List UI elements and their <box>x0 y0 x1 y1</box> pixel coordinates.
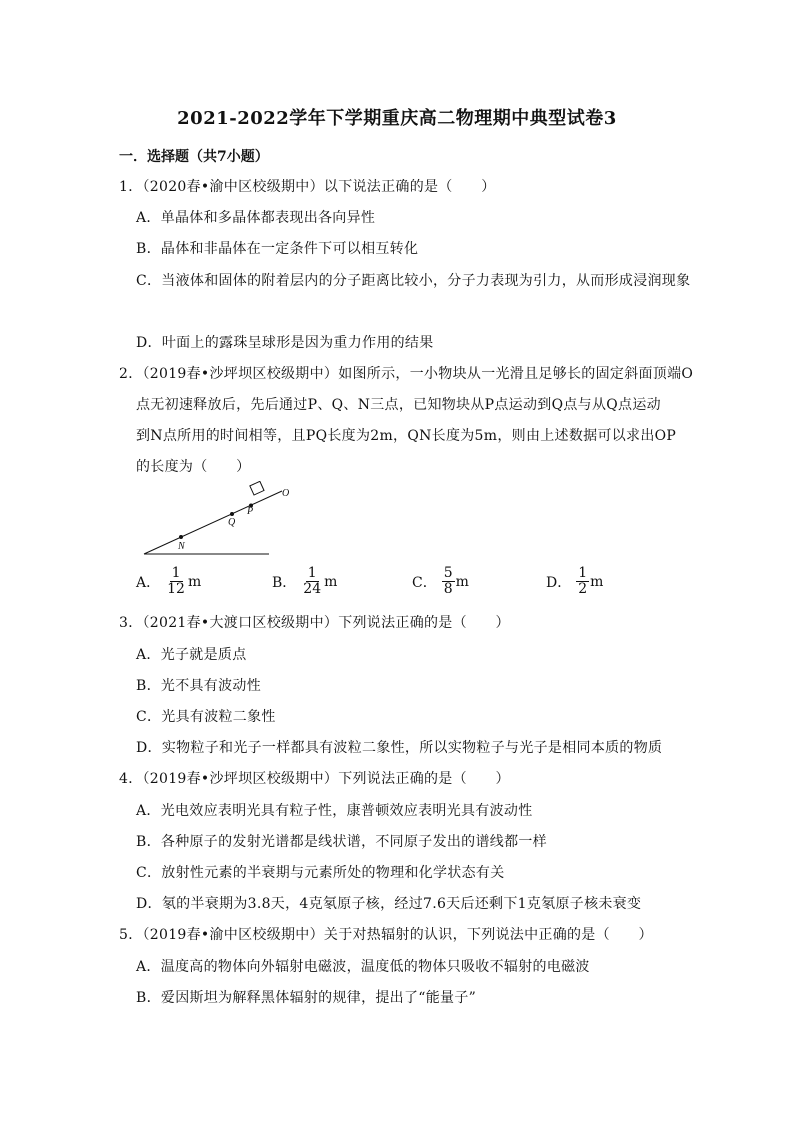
denominator: 2 <box>578 581 588 597</box>
question-1-option-a: A．单晶体和多晶体都表现出各向异性 <box>136 210 376 226</box>
label-n: N <box>178 541 185 552</box>
question-4-option-b: B．各种原子的发射光谱都是线状谱，不同原子发出的谱线都一样 <box>136 834 547 850</box>
label-q: Q <box>228 517 236 528</box>
question-2-option-a <box>136 566 201 597</box>
question-2-stem-line-4: 的长度为（ ） <box>136 459 251 475</box>
numerator: 5 <box>443 565 453 581</box>
option-label: A． <box>136 574 161 591</box>
block-shape <box>250 481 264 495</box>
question-1-stem: 1．（2020春•渝中区校级期中）以下说法正确的是（ ） <box>119 179 496 195</box>
unit: m <box>187 573 202 590</box>
question-1-option-c: C．当液体和固体的附着层内的分子距离比较小，分子力表现为引力，从而形成浸润现象 <box>136 273 691 289</box>
question-1-option-d: D．叶面上的露珠呈球形是因为重力作用的结果 <box>136 335 434 351</box>
question-2-option-c <box>412 566 469 597</box>
denominator: 24 <box>303 581 322 597</box>
option-label: C． <box>412 574 437 591</box>
question-5-stem: 5．（2019春•渝中区校级期中）关于对热辐射的认识，下列说法中正确的是（ ） <box>119 927 653 943</box>
unit: m <box>590 573 604 590</box>
question-4-option-c: C．放射性元素的半衰期与元素所处的物理和化学状态有关 <box>136 865 505 881</box>
question-5-option-b: B．爱因斯坦为解释黑体辐射的规律，提出了“能量子” <box>136 990 477 1006</box>
label-o: O <box>282 488 290 499</box>
unit: m <box>455 573 469 590</box>
question-1-option-b: B．晶体和非晶体在一定条件下可以相互转化 <box>136 241 419 257</box>
numerator: 1 <box>171 565 181 581</box>
label-p: P <box>247 506 254 517</box>
question-3-option-a: A．光子就是质点 <box>136 647 247 663</box>
option-label: B． <box>272 574 297 591</box>
fraction <box>576 566 589 597</box>
question-3-option-b: B．光不具有波动性 <box>136 678 261 694</box>
question-2-options <box>136 566 656 602</box>
question-2-option-d <box>546 566 603 597</box>
question-3-option-d: D．实物粒子和光子一样都具有波粒二象性，所以实物粒子与光子是相同本质的物质 <box>136 740 663 756</box>
question-5-option-a: A．温度高的物体向外辐射电磁波，温度低的物体只吸收不辐射的电磁波 <box>136 959 590 975</box>
numerator: 1 <box>578 565 588 581</box>
question-4-option-d: D．氡的半衰期为3.8天，4克氡原子核，经过7.6天后还剩下1克氡原子核未衰变 <box>136 896 642 912</box>
denominator: 8 <box>443 581 453 597</box>
fraction <box>165 566 187 597</box>
question-4-stem: 4．（2019春•沙坪坝区校级期中）下列说法正确的是（ ） <box>119 771 510 787</box>
unit: m <box>324 573 338 590</box>
question-2-stem-line-3: 到N点所用的时间相等，且PQ长度为2m，QN长度为5m，则由上述数据可以求出OP <box>136 428 677 444</box>
fraction <box>301 566 323 597</box>
point-q-dot <box>230 512 234 516</box>
question-2-stem-line-2: 点无初速释放后，先后通过P、Q、N三点，已知物块从P点运动到Q点与从Q点运动 <box>136 397 661 413</box>
point-n-dot <box>179 535 183 539</box>
question-3-stem: 3．（2021春•大渡口区校级期中）下列说法正确的是（ ） <box>119 615 510 631</box>
question-3-option-c: C．光具有波粒二象性 <box>136 709 276 725</box>
denominator: 12 <box>167 581 185 597</box>
question-4-option-a: A．光电效应表明光具有粒子性，康普顿效应表明光具有波动性 <box>136 803 533 819</box>
question-2-stem-line-1: 2．（2019春•沙坪坝区校级期中）如图所示，一小物块从一光滑且足够长的固定斜面顶端O <box>119 366 694 382</box>
option-label: D． <box>546 574 572 591</box>
fraction <box>442 566 455 597</box>
numerator: 1 <box>307 565 317 581</box>
question-2-option-b <box>272 566 337 597</box>
incline-figure <box>138 481 298 559</box>
section-heading: 一．选择题（共7小题） <box>119 149 269 165</box>
page-title: 2021-2022学年下学期重庆高二物理期中典型试卷3 <box>177 108 617 129</box>
